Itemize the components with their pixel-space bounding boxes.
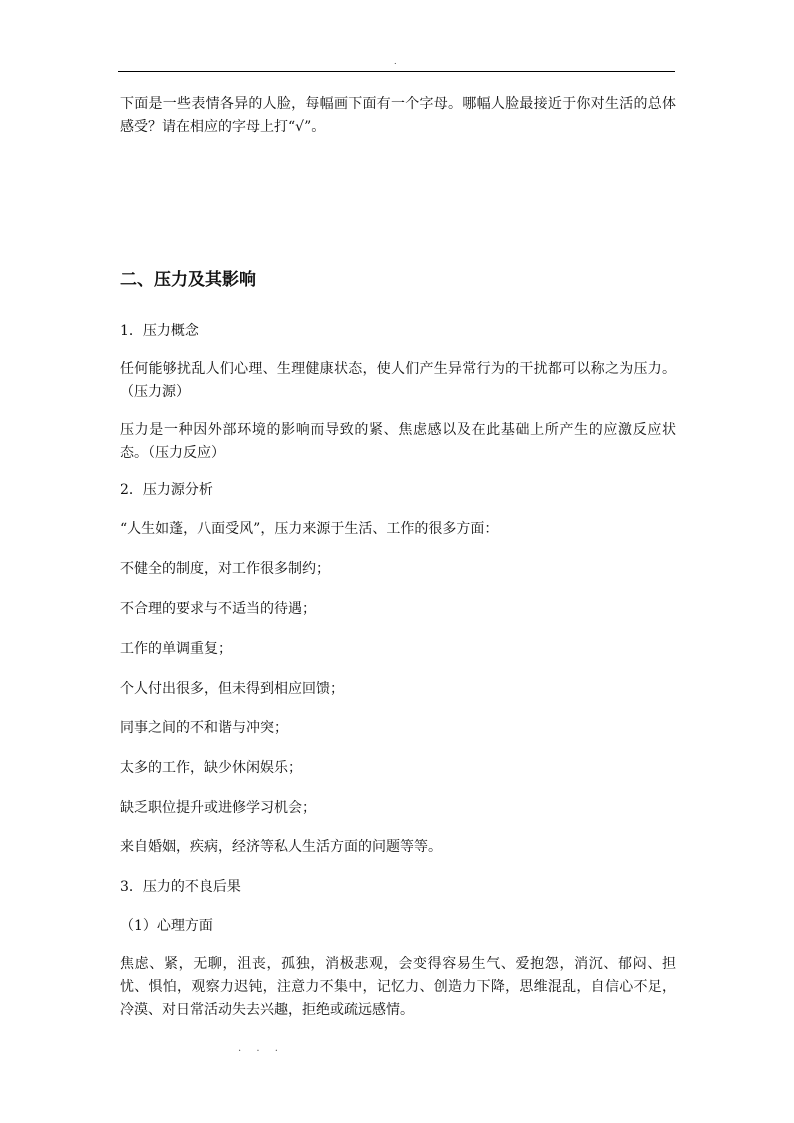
pressure-source-item: 太多的工作，缺少休闲娱乐；: [120, 760, 302, 776]
psychological-aspect-title: （1）心理方面: [120, 918, 213, 934]
header-dot: .: [394, 57, 397, 66]
pressure-source-item: 不合理的要求与不适当的待遇；: [120, 601, 316, 617]
pressure-source-item: 不健全的制度，对工作很多制约；: [120, 561, 330, 577]
pressure-source-item: 个人付出很多，但未得到相应回馈；: [120, 681, 344, 697]
section-2-heading: 二、压力及其影响: [120, 270, 256, 290]
subsection-1-title: 1．压力概念: [120, 323, 199, 339]
footer-dots: . . .: [238, 1043, 284, 1054]
pressure-source-item: 缺乏职位提升或进修学习机会；: [120, 800, 316, 816]
pressure-source-item: 同事之间的不和谐与冲突；: [120, 720, 288, 736]
pressure-source-lead: “人生如蓬，八面受风”，压力来源于生活、工作的很多方面：: [120, 521, 499, 537]
pressure-definition-response: 压力是一种因外部环境的影响而导致的紧、焦虑感以及在此基础上所产生的应激反应状态。（压力反应）: [120, 422, 676, 461]
psychological-aspect-text: 焦虑、紧，无聊，沮丧，孤独，消极悲观，会变得容易生气、爱抱怨，消沉、郁闷、担忧、惧怕，观察力迟钝，注意力不集中，记忆力、创造力下降，思维混乱，自信心不足，冷漠、对日常活动失去兴趣，拒绝或疏远感情。: [120, 956, 676, 1018]
pressure-source-item: 来自婚姻，疾病，经济等私人生活方面的问题等等。: [120, 839, 442, 855]
pressure-definition-source: 任何能够扰乱人们心理、生理健康状态，使人们产生异常行为的干扰都可以称之为压力。（压力源）: [120, 361, 676, 400]
header-rule: [118, 71, 675, 72]
subsection-2-title: 2．压力源分析: [120, 482, 213, 498]
intro-paragraph: 下面是一些表情各异的人脸，每幅画下面有一个字母。哪幅人脸最接近于你对生活的总体感受？请在相应的字母上打“√”。: [120, 96, 676, 135]
subsection-3-title: 3．压力的不良后果: [120, 879, 241, 895]
pressure-source-item: 工作的单调重复；: [120, 641, 232, 657]
